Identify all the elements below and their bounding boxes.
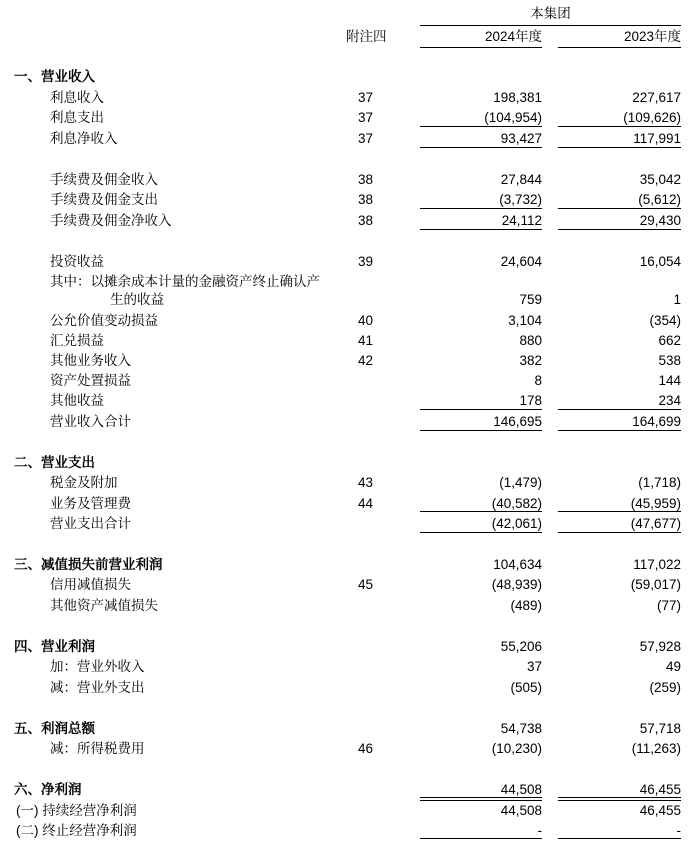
row-label: 其中：以摊余成本计量的金融资产终止确认产 bbox=[50, 274, 320, 289]
group-header: 本集团 bbox=[530, 6, 571, 21]
row-value-2023: 144 bbox=[658, 373, 681, 388]
total-rule bbox=[420, 208, 542, 209]
row-note: 37 bbox=[358, 131, 374, 146]
total-rule bbox=[420, 229, 542, 230]
row-value-2023: 234 bbox=[658, 393, 681, 408]
row-value-2023: 49 bbox=[665, 659, 681, 674]
row-value-2023: 164,699 bbox=[632, 414, 681, 429]
row-label: 其他资产减值损失 bbox=[50, 598, 158, 613]
row-label: 公允价值变动损益 bbox=[50, 313, 158, 328]
row-label: (一) 持续经营净利润 bbox=[16, 803, 137, 818]
row-label: 利息收入 bbox=[50, 90, 104, 105]
row-value-2023: 16,054 bbox=[639, 254, 681, 269]
row-value-2023: 662 bbox=[658, 333, 681, 348]
row-label: 其他业务收入 bbox=[50, 353, 131, 368]
row-value-2023: 57,718 bbox=[639, 721, 681, 736]
row-label: 业务及管理费 bbox=[50, 496, 131, 511]
row-note: 38 bbox=[358, 213, 374, 228]
row-label: 三、减值损失前营业利润 bbox=[14, 557, 163, 572]
row-label: 手续费及佣金净收入 bbox=[50, 213, 172, 228]
row-value-2023: 46,455 bbox=[639, 782, 681, 797]
row-value-2024: 93,427 bbox=[500, 131, 542, 146]
row-value-2024: 54,738 bbox=[500, 721, 542, 736]
row-note: 44 bbox=[358, 496, 374, 511]
row-label: 减：所得税费用 bbox=[50, 741, 145, 756]
double-rule bbox=[420, 800, 542, 801]
row-value-2023: (45,959) bbox=[630, 496, 681, 511]
year-2023-header-underline bbox=[558, 47, 681, 48]
total-rule bbox=[420, 147, 542, 148]
row-value-2024: 759 bbox=[519, 292, 542, 307]
row-label: 二、营业支出 bbox=[14, 455, 95, 470]
row-value-2024: 37 bbox=[526, 659, 542, 674]
row-value-2024: (48,939) bbox=[491, 577, 542, 592]
total-rule bbox=[558, 409, 681, 410]
total-rule bbox=[420, 430, 542, 431]
row-note: 42 bbox=[358, 353, 374, 368]
group-header-underline bbox=[420, 25, 681, 26]
row-value-2023: (1,718) bbox=[638, 475, 681, 490]
row-value-2023: 227,617 bbox=[632, 90, 681, 105]
row-label: 加：营业外收入 bbox=[50, 659, 145, 674]
year-2024-header-underline bbox=[420, 47, 542, 48]
total-rule bbox=[558, 229, 681, 230]
row-value-2024: 3,104 bbox=[508, 313, 542, 328]
row-value-2024: 178 bbox=[519, 393, 542, 408]
row-value-2023: 57,928 bbox=[639, 639, 681, 654]
row-note: 41 bbox=[358, 333, 374, 348]
row-value-2024: 24,112 bbox=[501, 213, 542, 228]
row-label: 四、营业利润 bbox=[14, 639, 95, 654]
row-value-2024: 880 bbox=[519, 333, 542, 348]
row-label: 手续费及佣金收入 bbox=[50, 172, 158, 187]
row-note: 45 bbox=[358, 577, 374, 592]
row-note: 37 bbox=[358, 110, 374, 125]
row-label: 汇兑损益 bbox=[50, 333, 104, 348]
row-value-2023: (259) bbox=[649, 680, 681, 695]
row-note: 38 bbox=[358, 172, 374, 187]
double-rule bbox=[420, 797, 542, 798]
row-note: 40 bbox=[358, 313, 374, 328]
row-value-2023: - bbox=[676, 823, 681, 838]
row-label: (二) 终止经营净利润 bbox=[16, 823, 137, 838]
total-rule bbox=[420, 838, 542, 839]
row-value-2024: 27,844 bbox=[500, 172, 542, 187]
double-rule bbox=[558, 800, 681, 801]
row-note: 37 bbox=[358, 90, 374, 105]
row-label: 手续费及佣金支出 bbox=[50, 192, 158, 207]
row-value-2023: 1 bbox=[673, 292, 681, 307]
total-rule bbox=[420, 126, 542, 127]
row-value-2023: 538 bbox=[658, 353, 681, 368]
row-value-2024: - bbox=[537, 823, 542, 838]
row-value-2024: 104,634 bbox=[493, 557, 542, 572]
row-value-2024: 24,604 bbox=[500, 254, 542, 269]
total-rule bbox=[558, 511, 681, 512]
total-rule bbox=[558, 532, 681, 533]
row-label: 营业收入合计 bbox=[50, 414, 131, 429]
total-rule bbox=[420, 511, 542, 512]
row-note: 43 bbox=[358, 475, 374, 490]
row-value-2023: 46,455 bbox=[639, 803, 681, 818]
row-value-2023: (354) bbox=[649, 313, 681, 328]
row-label: 利息支出 bbox=[50, 110, 104, 125]
row-label: 信用减值损失 bbox=[50, 577, 131, 592]
row-value-2024: (10,230) bbox=[491, 741, 542, 756]
total-rule bbox=[558, 430, 681, 431]
row-value-2024: (42,061) bbox=[491, 516, 542, 531]
row-value-2024: 44,508 bbox=[500, 803, 542, 818]
row-label: 营业支出合计 bbox=[50, 516, 131, 531]
total-rule bbox=[420, 532, 542, 533]
row-value-2024: (40,582) bbox=[491, 496, 542, 511]
row-value-2023: 117,022 bbox=[633, 557, 681, 572]
row-value-2024: (1,479) bbox=[499, 475, 542, 490]
row-note: 39 bbox=[358, 254, 374, 269]
row-value-2024: 146,695 bbox=[493, 414, 542, 429]
row-note: 46 bbox=[358, 741, 374, 756]
row-value-2023: 35,042 bbox=[639, 172, 681, 187]
row-note: 38 bbox=[358, 192, 374, 207]
row-value-2024: (104,954) bbox=[484, 110, 542, 125]
row-value-2024: (505) bbox=[510, 680, 542, 695]
row-value-2023: 29,430 bbox=[639, 213, 681, 228]
total-rule bbox=[558, 838, 681, 839]
row-value-2024: (3,732) bbox=[499, 192, 542, 207]
row-label: 税金及附加 bbox=[50, 475, 118, 490]
row-label: 投资收益 bbox=[50, 254, 104, 269]
row-label: 一、营业收入 bbox=[14, 69, 95, 84]
year-2024-header: 2024年度 bbox=[484, 29, 542, 44]
year-2023-header: 2023年度 bbox=[623, 29, 681, 44]
row-value-2023: (59,017) bbox=[630, 577, 681, 592]
row-value-2024: (489) bbox=[510, 598, 542, 613]
row-label: 六、净利润 bbox=[14, 782, 82, 797]
total-rule bbox=[558, 147, 681, 148]
row-label: 资产处置损益 bbox=[50, 373, 131, 388]
row-value-2023: (109,626) bbox=[623, 110, 681, 125]
row-label: 其他收益 bbox=[50, 393, 104, 408]
row-value-2024: 55,206 bbox=[500, 639, 542, 654]
row-value-2023: (5,612) bbox=[638, 192, 681, 207]
row-value-2024: 44,508 bbox=[500, 782, 542, 797]
total-rule bbox=[558, 208, 681, 209]
row-label: 利息净收入 bbox=[50, 131, 118, 146]
row-label: 减：营业外支出 bbox=[50, 680, 145, 695]
row-value-2023: (47,677) bbox=[630, 516, 681, 531]
row-label: 五、利润总额 bbox=[14, 721, 95, 736]
double-rule bbox=[558, 797, 681, 798]
note-column-header: 附注四 bbox=[346, 29, 387, 44]
total-rule bbox=[558, 126, 681, 127]
row-value-2024: 198,381 bbox=[493, 90, 542, 105]
row-value-2024: 382 bbox=[519, 353, 542, 368]
row-value-2023: (11,263) bbox=[631, 741, 681, 756]
row-label: 生的收益 bbox=[110, 292, 164, 307]
total-rule bbox=[420, 409, 542, 410]
row-value-2024: 8 bbox=[534, 373, 542, 388]
row-value-2023: (77) bbox=[656, 598, 681, 613]
row-value-2023: 117,991 bbox=[633, 131, 681, 146]
